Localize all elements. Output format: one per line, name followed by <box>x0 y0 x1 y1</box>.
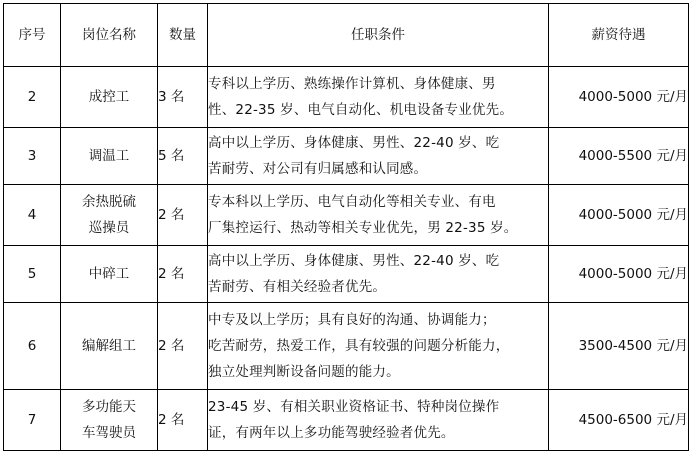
table-header-row <box>4 4 689 67</box>
row-requirements <box>208 246 549 303</box>
position-line: 编解组工 <box>82 338 136 354</box>
requirement-line: 23-45 岁、有相关职业资格证书、特种岗位操作 <box>208 399 500 415</box>
position-line: 调温工 <box>88 148 130 164</box>
header-index: 序号 <box>4 4 61 67</box>
table-row <box>4 303 689 390</box>
row-requirements <box>208 185 549 246</box>
table-row <box>4 67 689 128</box>
header-count: 数量 <box>158 4 208 67</box>
row-count: 2 名 <box>158 303 208 390</box>
row-salary: 4000-5000 元/月 <box>549 185 689 246</box>
row-index: 6 <box>4 303 61 390</box>
requirement-line: 专科以上学历、熟练操作计算机、身体健康、男 <box>208 76 496 92</box>
requirement-line: 专本科以上学历、电气自动化等相关专业、有电 <box>208 194 496 210</box>
position-line: 余热脱硫 <box>82 194 136 210</box>
table-row <box>4 246 689 303</box>
requirement-line: 高中以上学历、身体健康、男性、22-40 岁、吃 <box>208 253 500 269</box>
table-row <box>4 390 689 451</box>
row-count: 2 名 <box>158 185 208 246</box>
row-requirements <box>208 67 549 128</box>
row-requirements <box>208 303 549 390</box>
row-position <box>61 303 158 390</box>
row-salary: 4000-5500 元/月 <box>549 128 689 185</box>
row-salary: 3500-4500 元/月 <box>549 303 689 390</box>
row-index: 5 <box>4 246 61 303</box>
row-index: 2 <box>4 67 61 128</box>
row-requirements <box>208 128 549 185</box>
requirement-line: 中专及以上学历；具有良好的沟通、协调能力； <box>208 312 496 328</box>
row-position <box>61 67 158 128</box>
position-line: 巡操员 <box>88 220 130 236</box>
row-position <box>61 246 158 303</box>
header-salary: 薪资待遇 <box>549 4 689 67</box>
position-line: 车驾驶员 <box>82 425 136 441</box>
row-requirements <box>208 390 549 451</box>
recruitment-table <box>3 3 689 451</box>
requirement-line: 厂集控运行、热动等相关专业优先，男 22-35 岁。 <box>208 220 518 236</box>
requirement-line: 苦耐劳、有相关经验者优先。 <box>208 279 387 295</box>
row-index: 3 <box>4 128 61 185</box>
requirement-line: 高中以上学历、身体健康、男性、22-40 岁、吃 <box>208 135 500 151</box>
row-index: 7 <box>4 390 61 451</box>
position-line: 成控工 <box>88 89 130 105</box>
row-index: 4 <box>4 185 61 246</box>
row-position <box>61 128 158 185</box>
row-position <box>61 185 158 246</box>
row-salary: 4000-5000 元/月 <box>549 246 689 303</box>
position-line: 中碎工 <box>88 266 130 282</box>
table-row <box>4 185 689 246</box>
header-requirements: 任职条件 <box>208 4 549 67</box>
requirement-line: 吃苦耐劳，热爱工作，具有较强的问题分析能力， <box>208 338 510 354</box>
row-count: 5 名 <box>158 128 208 185</box>
row-count: 2 名 <box>158 246 208 303</box>
row-count: 2 名 <box>158 390 208 451</box>
row-position <box>61 390 158 451</box>
table-row <box>4 128 689 185</box>
row-salary: 4000-5000 元/月 <box>549 67 689 128</box>
requirement-line: 苦耐劳、对公司有归属感和认同感。 <box>208 161 428 177</box>
position-line: 多功能天 <box>82 399 136 415</box>
requirement-line: 证，有两年以上多功能驾驶经验者优先。 <box>208 425 455 441</box>
row-salary: 4500-6500 元/月 <box>549 390 689 451</box>
row-count: 3 名 <box>158 67 208 128</box>
header-position: 岗位名称 <box>61 4 158 67</box>
requirement-line: 独立处理判断设备问题的能力。 <box>208 364 400 380</box>
requirement-line: 性、22-35 岁、电气自动化、机电设备专业优先。 <box>208 102 514 118</box>
